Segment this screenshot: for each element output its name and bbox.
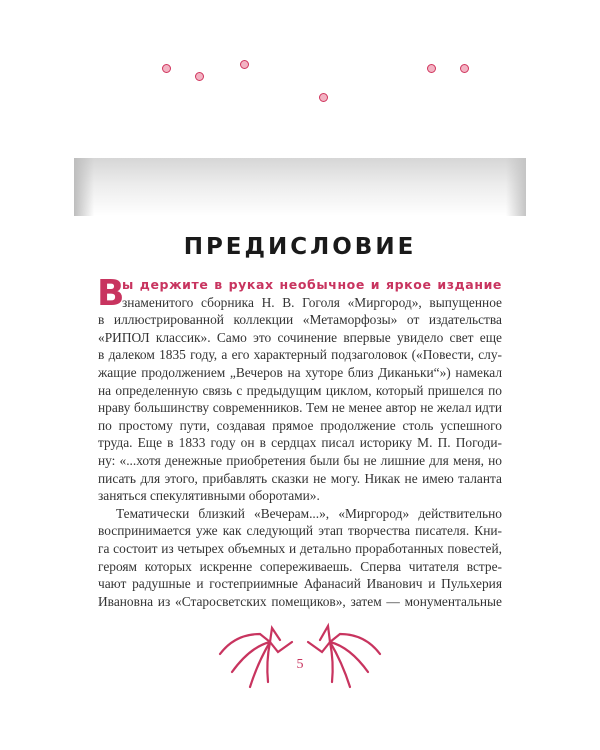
text-line: на определенную связь с предыдущим циклом, который пришелся по	[98, 382, 502, 398]
text-line: Тематически близкий «Вечерам...», «Миргород» действительно	[116, 505, 502, 521]
text-line: «РИПОЛ классик». Само это сочинение впервые увидело свет еще	[98, 329, 502, 345]
text-line: га состоит из четырех объемных и детально проработанных повестей,	[98, 540, 502, 556]
text-line: в иллюстрированной коллекции «Метаморфозы» от издательства	[98, 312, 502, 328]
red-dot-icon	[460, 64, 469, 73]
page-number: 5	[296, 657, 304, 672]
text-line: писать для этого, прибавлять сказки не могу. Никак не имею таланта	[98, 470, 502, 486]
text-line: труда. Еще в 1833 году он в сердцах писал историку М. П. Погоди-	[98, 435, 502, 451]
drop-cap: В	[97, 273, 125, 314]
text-line: по простому пути, создавая прямое продолжение столь успешного	[98, 417, 502, 433]
text-line: ну: «...хотя денежные приобретения были бы не лишние для меня, но	[98, 452, 502, 468]
lead-line: ы держите в руках необычное и яркое издание	[122, 277, 502, 292]
text-line: знаменитого сборника Н. В. Гоголя «Миргород», выпущенное	[122, 294, 502, 310]
red-dot-icon	[319, 93, 328, 102]
red-dot-icon	[195, 72, 204, 81]
text-line: заняться спекулятивными оборотами».	[98, 488, 320, 504]
red-dot-icon	[162, 64, 171, 73]
illustration-fade-band	[74, 158, 526, 216]
text-line: жащие продолжением „Вечеров на хуторе близ Диканьки“») намекал	[98, 364, 502, 380]
text-line: Ивановна из «Старосветских помещиков», затем — монументальные	[98, 593, 502, 609]
text-line: героям которых искренне сопереживаешь. Сперва читателя встре-	[98, 558, 502, 574]
red-dot-icon	[240, 60, 249, 69]
red-dot-icon	[427, 64, 436, 73]
text-line: воспринимается уже как следующий этап творчества писателя. Кни-	[98, 523, 502, 539]
body-text	[97, 273, 502, 610]
page-title: ПРЕДИСЛОВИЕ	[183, 234, 417, 260]
text-line: чают радушные и гостеприимные Афанасий Иванович и Пульхерия	[98, 576, 502, 592]
text-line: в далеком 1835 году, а его характерный подзаголовок («Повести, слу-	[98, 347, 502, 363]
text-line: нраву большинству современников. Тем не менее автор не желал идти	[98, 400, 502, 416]
